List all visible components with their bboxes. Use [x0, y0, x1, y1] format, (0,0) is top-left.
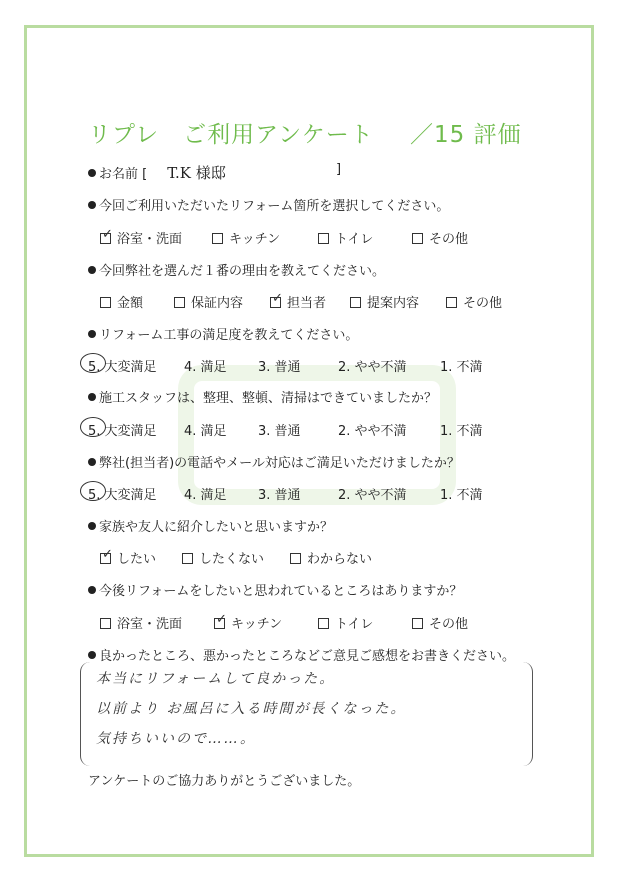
checkbox-icon[interactable]: [290, 553, 301, 564]
checkbox-icon[interactable]: [412, 618, 423, 629]
q2-option-proposal[interactable]: [350, 292, 419, 311]
option-label: したくない: [199, 552, 265, 567]
q3-scale-5[interactable]: [88, 356, 157, 375]
scale-label: 3. 普通: [258, 488, 301, 503]
option-label: トイレ: [335, 232, 374, 247]
bullet-icon: [88, 458, 96, 466]
question-5: [88, 452, 460, 471]
q3-scale-1[interactable]: [440, 356, 483, 375]
question-3: [88, 324, 358, 343]
survey-title: [88, 116, 522, 149]
selected-circle: [80, 417, 106, 437]
scale-label: 2. やや不満: [338, 424, 407, 439]
question-4: [88, 387, 437, 406]
q1-option-bath[interactable]: [100, 228, 182, 247]
q4-scale-3[interactable]: [258, 420, 301, 439]
scale-label: 1. 不満: [440, 424, 483, 439]
option-label: 提案内容: [367, 296, 420, 311]
scale-label: 1. 不満: [440, 488, 483, 503]
scale-label: 4. 満足: [184, 424, 227, 439]
question-6-text: 家族や友人に紹介したいと思いますか？: [99, 520, 334, 535]
option-label: キッチン: [229, 232, 281, 247]
bullet-icon: [88, 201, 96, 209]
option-label: トイレ: [335, 617, 374, 632]
bullet-icon: [88, 522, 96, 530]
checkbox-icon[interactable]: [100, 618, 111, 629]
scale-label: 4. 満足: [184, 488, 227, 503]
question-2-text: 今回弊社を選んだ１番の理由を教えてください。: [99, 264, 386, 279]
q2-option-staff[interactable]: [270, 292, 326, 311]
q7-option-kitchen[interactable]: [214, 613, 282, 632]
option-label: その他: [463, 296, 503, 311]
q7-option-bath[interactable]: [100, 613, 182, 632]
check-mark-icon: ✓: [102, 547, 113, 562]
comment-line-1: 本当にリフォームして良かった。: [96, 671, 336, 687]
bullet-icon: [88, 169, 96, 177]
option-label: 浴室・洗面: [117, 617, 183, 632]
scale-label: 2. やや不満: [338, 488, 407, 503]
checkbox-icon[interactable]: [174, 297, 185, 308]
q5-scale-3[interactable]: [258, 484, 301, 503]
scale-label: 5. 大変満足: [88, 360, 157, 375]
bullet-icon: [88, 266, 96, 274]
selected-circle: [80, 353, 106, 373]
question-1-text: 今回ご利用いただいたリフォーム箇所を選択してください。: [99, 199, 450, 214]
bullet-icon: [88, 586, 96, 594]
q4-scale-2[interactable]: [338, 420, 407, 439]
check-mark-icon: ✓: [216, 612, 227, 627]
option-label: 担当者: [287, 296, 327, 311]
scale-label: 5. 大変満足: [88, 488, 157, 503]
checkbox-icon[interactable]: [100, 547, 113, 564]
question-5-text: 弊社(担当者)の電話やメール対応はご満足いただけましたか？: [99, 456, 460, 471]
scale-label: 2. やや不満: [338, 360, 407, 375]
option-label: したい: [117, 552, 157, 567]
comment-line-2: 以前より お風呂に入る時間が長くなった。: [96, 701, 407, 717]
question-6: [88, 516, 333, 535]
question-3-text: リフォーム工事の満足度を教えてください。: [99, 328, 359, 343]
q1-option-toilet[interactable]: [318, 228, 373, 247]
name-bracket-close: ]: [336, 162, 342, 177]
question-8-text: 良かったところ、悪かったところなどご意見ご感想をお書きください。: [99, 649, 516, 664]
footer-thanks: アンケートのご協力ありがとうございました。: [88, 774, 361, 789]
question-7-text: 今後リフォームをしたいと思われているところはありますか？: [99, 584, 463, 599]
checkbox-icon[interactable]: [100, 297, 111, 308]
name-row: [88, 162, 342, 183]
title-score: ／15 評価: [410, 122, 522, 148]
q1-option-kitchen[interactable]: [212, 228, 280, 247]
q7-option-other[interactable]: [412, 613, 468, 632]
question-7: [88, 580, 462, 599]
option-label: その他: [429, 617, 469, 632]
q2-option-price[interactable]: [100, 292, 143, 311]
q6-option-unsure[interactable]: [290, 548, 372, 567]
q6-option-no[interactable]: [182, 548, 264, 567]
q7-option-toilet[interactable]: [318, 613, 373, 632]
name-label: お名前 [: [99, 167, 148, 182]
bullet-icon: [88, 651, 96, 659]
option-label: その他: [429, 232, 469, 247]
check-mark-icon: ✓: [102, 227, 113, 242]
option-label: 保証内容: [191, 296, 244, 311]
q3-scale-3[interactable]: [258, 356, 301, 375]
checkbox-icon[interactable]: [318, 233, 329, 244]
q2-option-warranty[interactable]: [174, 292, 243, 311]
scale-label: 1. 不満: [440, 360, 483, 375]
q1-option-other[interactable]: [412, 228, 468, 247]
q3-scale-4[interactable]: [184, 356, 227, 375]
question-2: [88, 260, 385, 279]
scale-label: 3. 普通: [258, 424, 301, 439]
q2-option-other[interactable]: [446, 292, 502, 311]
option-label: キッチン: [231, 617, 283, 632]
scale-label: 3. 普通: [258, 360, 301, 375]
question-1: [88, 195, 449, 214]
checkbox-icon[interactable]: [350, 297, 361, 308]
q5-scale-5[interactable]: [88, 484, 157, 503]
checkbox-icon[interactable]: [270, 291, 283, 308]
name-value[interactable]: T.K 様邸: [167, 164, 226, 182]
q3-scale-2[interactable]: [338, 356, 407, 375]
scale-label: 5. 大変満足: [88, 424, 157, 439]
q4-scale-4[interactable]: [184, 420, 227, 439]
comment-line-3: 気持ちいいので……。: [96, 731, 256, 747]
q5-scale-1[interactable]: [440, 484, 483, 503]
checkbox-icon[interactable]: [212, 233, 223, 244]
q4-scale-1[interactable]: [440, 420, 483, 439]
checkbox-icon[interactable]: [446, 297, 457, 308]
selected-circle: [80, 481, 106, 501]
scale-label: 4. 満足: [184, 360, 227, 375]
checkbox-icon[interactable]: [318, 618, 329, 629]
question-4-text: 施工スタッフは、整理、整頓、清掃はできていましたか？: [99, 391, 438, 406]
check-mark-icon: ✓: [272, 291, 283, 306]
checkbox-icon[interactable]: [412, 233, 423, 244]
q5-scale-4[interactable]: [184, 484, 227, 503]
q4-scale-5[interactable]: [88, 420, 157, 439]
option-label: わからない: [307, 552, 373, 567]
option-label: 金額: [117, 296, 144, 311]
q6-option-yes[interactable]: [100, 548, 156, 567]
title-main: リプレ ご利用アンケート: [88, 122, 374, 148]
option-label: 浴室・洗面: [117, 232, 183, 247]
bullet-icon: [88, 393, 96, 401]
checkbox-icon[interactable]: [182, 553, 193, 564]
checkbox-icon[interactable]: [100, 227, 113, 244]
checkbox-icon[interactable]: [214, 612, 227, 629]
q5-scale-2[interactable]: [338, 484, 407, 503]
bullet-icon: [88, 330, 96, 338]
